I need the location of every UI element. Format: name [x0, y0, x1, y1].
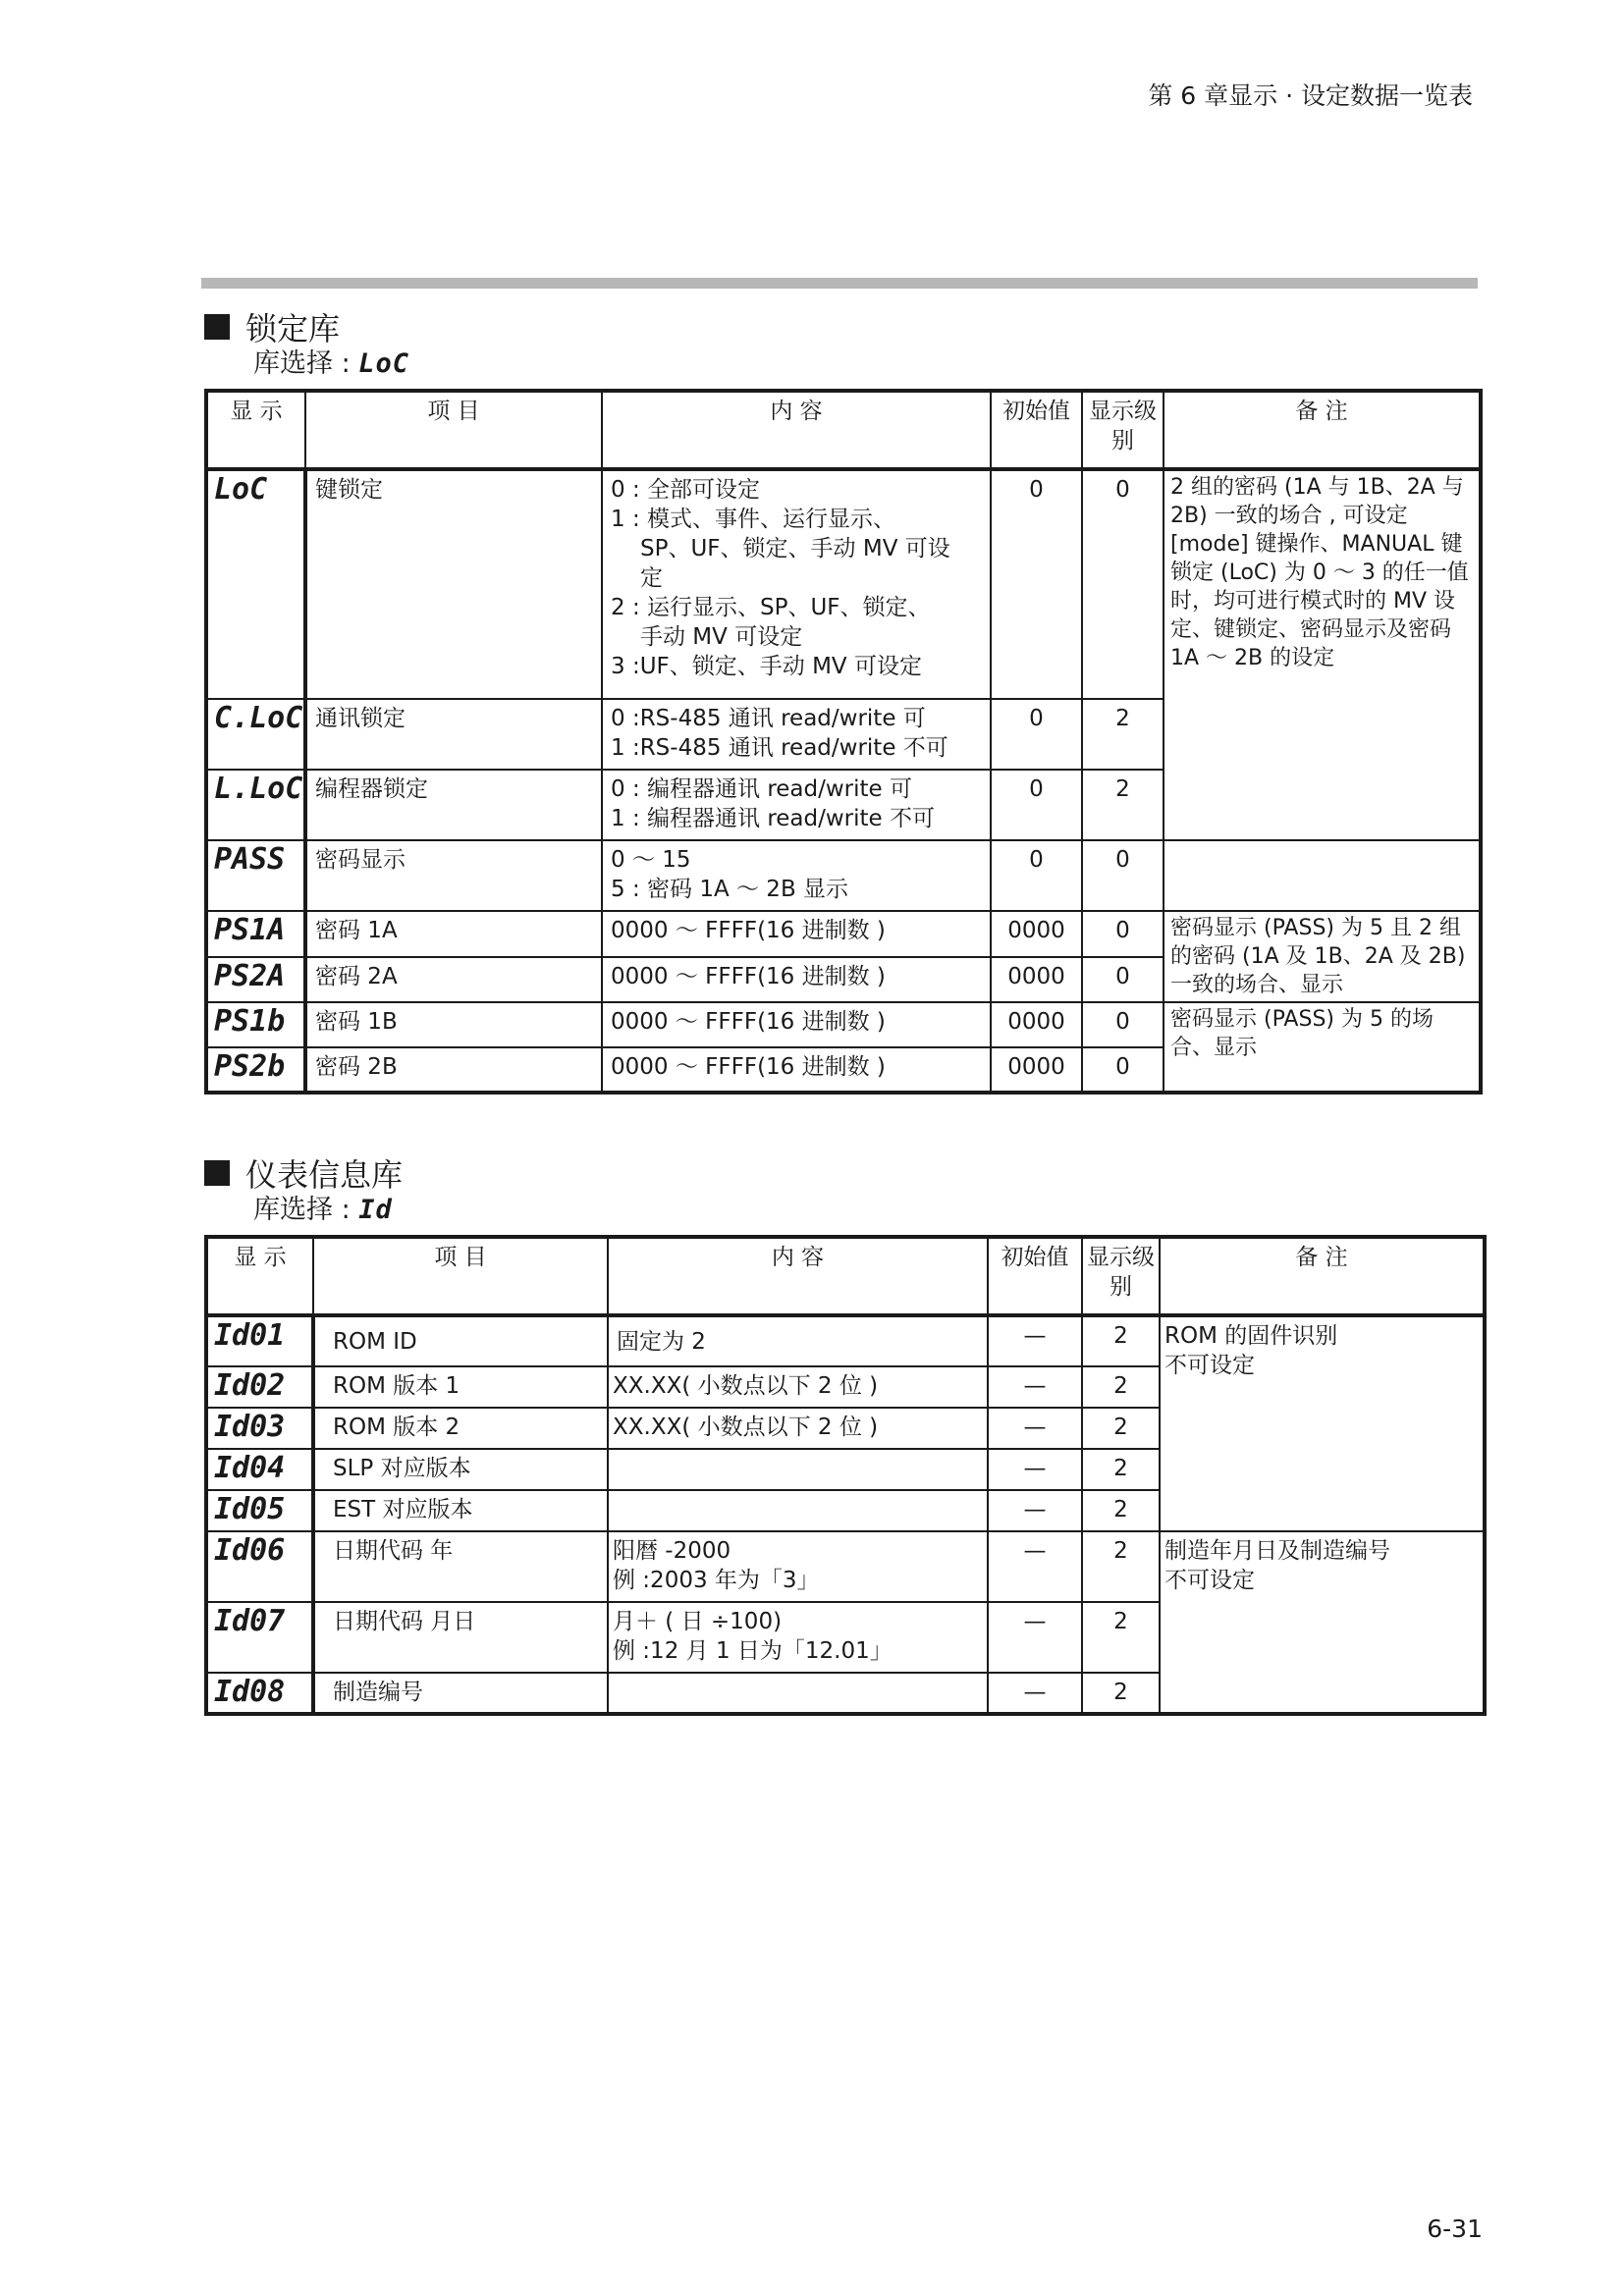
display-level: 2: [1082, 770, 1164, 840]
top-rule: [201, 278, 1478, 289]
content-cell: XX.XX( 小数点以下 2 位 ): [608, 1408, 988, 1449]
initial-value: —: [988, 1602, 1082, 1673]
col-header-level: 显示级别: [1082, 1237, 1160, 1315]
item-name: ROM 版本 2: [313, 1408, 608, 1449]
display-level: 2: [1082, 1366, 1160, 1408]
initial-value: 0000: [991, 957, 1082, 1003]
bank-select-text: 库选择 :: [253, 1195, 359, 1225]
note-line: 不可设定: [1164, 1568, 1255, 1593]
notes-cell: 2 组的密码 (1A 与 1B、2A 与 2B) 一致的场合 , 可设定 [mode] 键操作、MANUAL 键锁定 (LoC) 为 0 ～ 3 的任一值时，均可进行模式时的 MV 设定、键锁定、密码显示及密码 1A ～ 2B 的设定: [1164, 469, 1481, 840]
content-cell: 固定为 2: [608, 1315, 988, 1366]
content-cell: 0000 ～ FFFF(16 进制数 ): [602, 1047, 991, 1093]
item-name: 键锁定: [305, 469, 602, 699]
notes-cell: [1160, 1531, 1485, 1714]
page-number: 6-31: [1427, 2215, 1483, 2243]
content-line: 月＋ ( 日 ÷100): [613, 1609, 783, 1634]
initial-value: —: [988, 1408, 1082, 1449]
initial-value: 0: [991, 699, 1082, 770]
display-code: L.LoC: [206, 770, 305, 840]
col-header-notes: 备 注: [1164, 391, 1481, 469]
content-cell: [608, 1673, 988, 1714]
display-level: 2: [1082, 1408, 1160, 1449]
display-code: LoC: [206, 469, 305, 699]
display-code: Id04: [206, 1449, 313, 1490]
section-marker-square: [204, 314, 230, 340]
content-line: 1 :RS-485 通讯 read/write 不可: [611, 735, 948, 761]
content-line: 1 : 模式、事件、运行显示、: [611, 507, 896, 532]
table-header-row: [206, 1237, 1485, 1315]
item-name: 编程器锁定: [305, 770, 602, 840]
initial-value: 0000: [991, 911, 1082, 957]
content-cell: [608, 1602, 988, 1673]
table-row: [206, 1002, 1481, 1047]
section-title: 锁定库: [245, 310, 341, 347]
item-name: 密码 2B: [305, 1047, 602, 1093]
display-code: Id06: [206, 1531, 313, 1602]
note-line: 制造年月日及制造编号: [1164, 1538, 1390, 1564]
display-level: 2: [1082, 1673, 1160, 1714]
item-name: 通讯锁定: [305, 699, 602, 770]
notes-cell: 密码显示 (PASS) 为 5 的场合、显示: [1164, 1002, 1481, 1093]
notes-cell: 密码显示 (PASS) 为 5 且 2 组的密码 (1A 及 1B、2A 及 2B) 一致的场合、显示: [1164, 911, 1481, 1002]
initial-value: —: [988, 1673, 1082, 1714]
display-level: 0: [1082, 1047, 1164, 1093]
display-level: 2: [1082, 1490, 1160, 1531]
content-cell: [608, 1449, 988, 1490]
bank-select-label: [253, 1193, 403, 1228]
info-bank-table: [204, 1235, 1487, 1716]
content-line: 手动 MV 可设定: [640, 624, 803, 650]
content-line: 0 :RS-485 通讯 read/write 可: [611, 706, 926, 731]
section-lock-heading: [204, 307, 409, 382]
content-line: 0 : 全部可设定: [611, 477, 761, 503]
display-code: PS2A: [206, 957, 305, 1003]
display-code: PS1b: [206, 1002, 305, 1047]
item-name: 密码 2A: [305, 957, 602, 1003]
item-name: ROM 版本 1: [313, 1366, 608, 1408]
display-level: 0: [1082, 840, 1164, 911]
content-cell: [602, 840, 991, 911]
content-line: 2 : 运行显示、SP、UF、锁定、: [611, 595, 931, 620]
item-name: 密码 1B: [305, 1002, 602, 1047]
display-level: 2: [1082, 1315, 1160, 1366]
content-cell: [602, 469, 991, 699]
note-line: 不可设定: [1164, 1353, 1255, 1378]
section-marker-square: [204, 1160, 230, 1186]
col-header-initial: 初始值: [988, 1237, 1082, 1315]
display-level: 2: [1082, 699, 1164, 770]
chapter-title: 第 6 章显示 · 设定数据一览表: [1148, 81, 1473, 110]
content-line: SP、UF、锁定、手动 MV 可设: [640, 536, 950, 561]
item-name: 日期代码 月日: [313, 1602, 608, 1673]
content-line: 5 : 密码 1A ～ 2B 显示: [611, 877, 849, 902]
notes-cell: [1164, 840, 1481, 911]
content-line: 0 : 编程器通讯 read/write 可: [611, 776, 912, 802]
content-line: 定: [640, 565, 663, 591]
table-row: [206, 1531, 1485, 1602]
display-level: 0: [1082, 911, 1164, 957]
item-name: 日期代码 年: [313, 1531, 608, 1602]
display-code: PASS: [206, 840, 305, 911]
bank-select-label: [253, 347, 409, 382]
item-name: SLP 对应版本: [313, 1449, 608, 1490]
initial-value: 0000: [991, 1002, 1082, 1047]
content-cell: [602, 770, 991, 840]
initial-value: 0: [991, 770, 1082, 840]
content-line: 例 :12 月 1 日为「12.01」: [613, 1638, 893, 1664]
table-row: [206, 1315, 1485, 1366]
notes-cell: [1160, 1315, 1485, 1531]
col-header-display: 显 示: [206, 391, 305, 469]
content-cell: 0000 ～ FFFF(16 进制数 ): [602, 911, 991, 957]
display-code: Id05: [206, 1490, 313, 1531]
initial-value: 0000: [991, 1047, 1082, 1093]
content-line: 0 ～ 15: [611, 847, 691, 873]
initial-value: —: [988, 1531, 1082, 1602]
col-header-notes: 备 注: [1160, 1237, 1485, 1315]
content-line: 阳暦 -2000: [613, 1538, 731, 1564]
bank-select-code: Id: [358, 1195, 393, 1225]
table-row: [206, 469, 1481, 699]
item-name: EST 对应版本: [313, 1490, 608, 1531]
col-header-item: 项 目: [305, 391, 602, 469]
content-line: 例 :2003 年为「3」: [613, 1568, 820, 1593]
col-header-display: 显 示: [206, 1237, 313, 1315]
content-line: 3 :UF、锁定、手动 MV 可设定: [611, 654, 922, 679]
display-level: 0: [1082, 469, 1164, 699]
initial-value: 0: [991, 469, 1082, 699]
display-code: Id08: [206, 1673, 313, 1714]
bank-select-text: 库选择 :: [253, 348, 359, 379]
display-level: 2: [1082, 1602, 1160, 1673]
content-cell: 0000 ～ FFFF(16 进制数 ): [602, 1002, 991, 1047]
content-cell: [608, 1490, 988, 1531]
display-code: Id07: [206, 1602, 313, 1673]
display-code: C.LoC: [206, 699, 305, 770]
content-line: 1 : 编程器通讯 read/write 不可: [611, 806, 935, 831]
content-cell: [608, 1531, 988, 1602]
lock-bank-table: [204, 389, 1483, 1095]
display-code: Id01: [206, 1315, 313, 1366]
col-header-content: 内 容: [602, 391, 991, 469]
col-header-level: 显示级别: [1082, 391, 1164, 469]
section-title: 仪表信息库: [245, 1156, 404, 1194]
item-name: ROM ID: [313, 1315, 608, 1366]
content-cell: 0000 ～ FFFF(16 进制数 ): [602, 957, 991, 1003]
table-row: [206, 840, 1481, 911]
display-level: 2: [1082, 1531, 1160, 1602]
initial-value: 0: [991, 840, 1082, 911]
content-cell: [602, 699, 991, 770]
col-header-content: 内 容: [608, 1237, 988, 1315]
initial-value: —: [988, 1490, 1082, 1531]
display-code: Id02: [206, 1366, 313, 1408]
bank-select-code: LoC: [358, 348, 410, 379]
item-name: 密码显示: [305, 840, 602, 911]
display-level: 0: [1082, 1002, 1164, 1047]
display-level: 0: [1082, 957, 1164, 1003]
display-code: PS2b: [206, 1047, 305, 1093]
item-name: 制造编号: [313, 1673, 608, 1714]
initial-value: —: [988, 1449, 1082, 1490]
col-header-initial: 初始值: [991, 391, 1082, 469]
content-cell: XX.XX( 小数点以下 2 位 ): [608, 1366, 988, 1408]
note-line: ROM 的固件识别: [1164, 1323, 1338, 1349]
display-code: PS1A: [206, 911, 305, 957]
col-header-item: 项 目: [313, 1237, 608, 1315]
table-header-row: [206, 391, 1481, 469]
table-row: [206, 911, 1481, 957]
section-info-heading: [204, 1153, 403, 1228]
item-name: 密码 1A: [305, 911, 602, 957]
display-code: Id03: [206, 1408, 313, 1449]
initial-value: —: [988, 1315, 1082, 1366]
display-level: 2: [1082, 1449, 1160, 1490]
initial-value: —: [988, 1366, 1082, 1408]
